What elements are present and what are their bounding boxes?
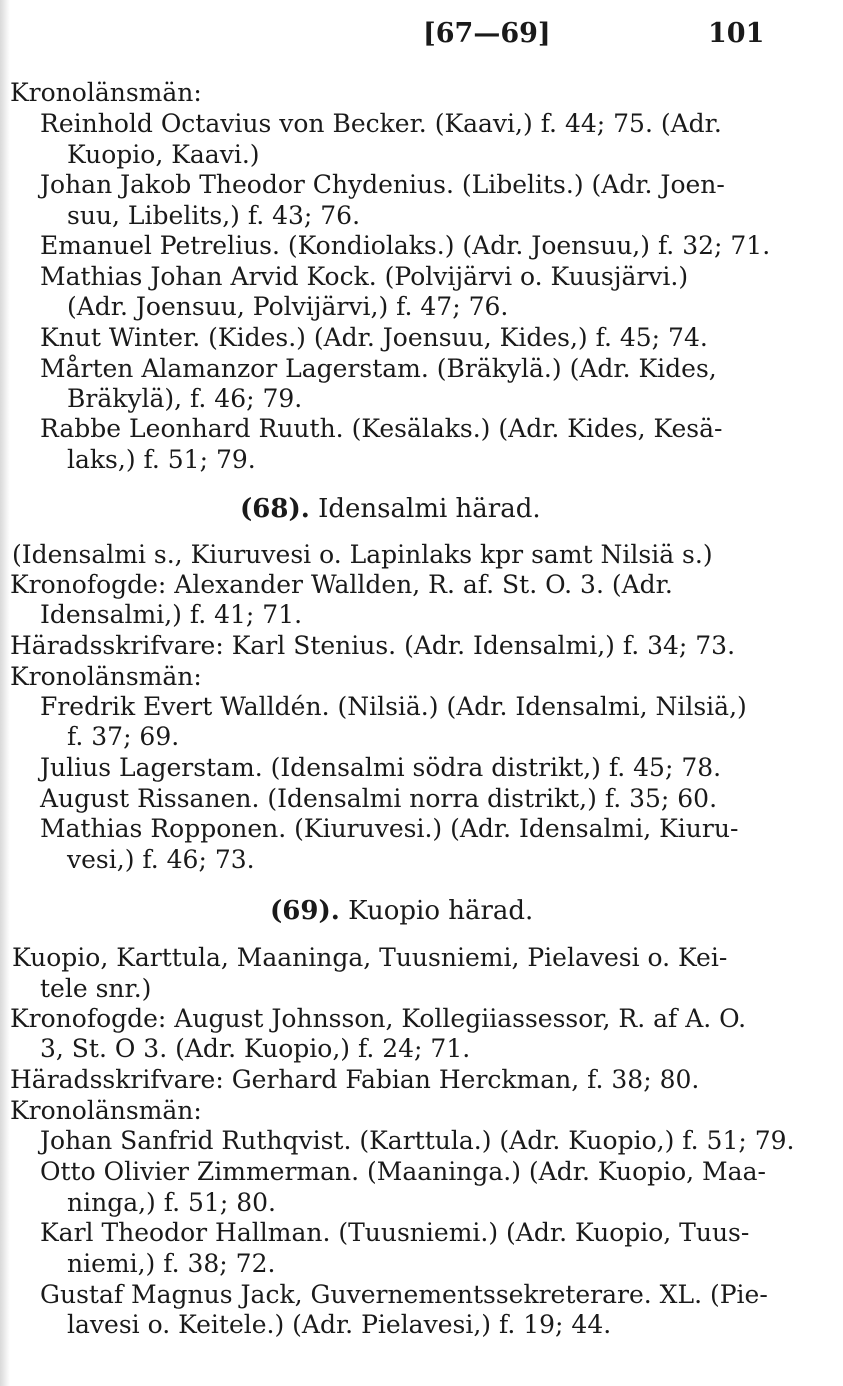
text-line: Mathias Johan Arvid Kock. (Polvijärvi o. Kuusjärvi.) [40, 262, 689, 291]
text-line: Mathias Ropponen. (Kiuruvesi.) (Adr. Idensalmi, Kiuru- [40, 814, 739, 843]
text-line: lavesi o. Keitele.) (Adr. Pielavesi,) f. 19; 44. [67, 1310, 612, 1339]
text-line: Kuopio, Karttula, Maaninga, Tuusniemi, Pielavesi o. Kei- [12, 943, 728, 972]
text-line: ninga,) f. 51; 80. [67, 1188, 276, 1217]
text-line: Johan Jakob Theodor Chydenius. (Libelits.) (Adr. Joen- [40, 170, 725, 199]
text-line: Häradsskrifvare: Gerhard Fabian Herckman, f. 38; 80. [10, 1065, 700, 1094]
text-line: Gustaf Magnus Jack, Guvernementssekreterare. XL. (Pie- [40, 1280, 768, 1309]
page-margin-shadow [0, 0, 10, 1386]
text-line: Kronolänsmän: [10, 1096, 202, 1125]
text-line: Johan Sanfrid Ruthqvist. (Karttula.) (Adr. Kuopio,) f. 51; 79. [40, 1126, 795, 1155]
text-line: Idensalmi,) f. 41; 71. [40, 600, 303, 629]
text-line: (Idensalmi s., Kiuruvesi o. Lapinlaks kpr samt Nilsiä s.) [12, 540, 713, 569]
text-line: 3, St. O 3. (Adr. Kuopio,) f. 24; 71. [40, 1034, 471, 1063]
text-line: Fredrik Evert Walldén. (Nilsiä.) (Adr. Idensalmi, Nilsiä,) [40, 692, 747, 721]
text-line: f. 37; 69. [67, 722, 180, 751]
text-line: Karl Theodor Hallman. (Tuusniemi.) (Adr. Kuopio, Tuus- [40, 1218, 750, 1247]
text-line: Reinhold Octavius von Becker. (Kaavi,) f. 44; 75. (Adr. [40, 109, 722, 138]
section-number: (68). [240, 494, 310, 524]
page-range: [67—69] [423, 18, 551, 49]
text-line: August Rissanen. (Idensalmi norra distrikt,) f. 35; 60. [40, 784, 718, 813]
text-line: vesi,) f. 46; 73. [67, 845, 255, 874]
text-line: Kuopio, Kaavi.) [67, 140, 260, 169]
section-number: (69). [270, 896, 340, 926]
page-number: 101 [708, 18, 765, 49]
text-line: Kronofogde: Alexander Wallden, R. af. St. O. 3. (Adr. [10, 570, 673, 599]
text-line: Julius Lagerstam. (Idensalmi södra distrikt,) f. 45; 78. [40, 753, 722, 782]
text-line: Rabbe Leonhard Ruuth. (Kesälaks.) (Adr. Kides, Kesä- [40, 414, 723, 443]
text-line: laks,) f. 51; 79. [67, 445, 256, 474]
text-line: suu, Libelits,) f. 43; 76. [67, 201, 361, 230]
section-heading-68 [240, 494, 541, 524]
text-line: Bräkylä), f. 46; 79. [67, 384, 303, 413]
text-line: Kronolänsmän: [10, 662, 202, 691]
text-line: tele snr.) [40, 974, 152, 1003]
text-line: Häradsskrifvare: Karl Stenius. (Adr. Idensalmi,) f. 34; 73. [10, 631, 736, 660]
text-line: Emanuel Petrelius. (Kondiolaks.) (Adr. Joensuu,) f. 32; 71. [40, 231, 771, 260]
text-line: Knut Winter. (Kides.) (Adr. Joensuu, Kides,) f. 45; 74. [40, 323, 708, 352]
text-line: niemi,) f. 38; 72. [67, 1249, 276, 1278]
section-heading-69 [270, 896, 533, 926]
section-title: Idensalmi härad. [318, 494, 541, 524]
text-line: Kronolänsmän: [10, 78, 202, 107]
section-title: Kuopio härad. [348, 896, 534, 926]
page-header [0, 18, 843, 58]
text-line: (Adr. Joensuu, Polvijärvi,) f. 47; 76. [67, 292, 509, 321]
text-line: Otto Olivier Zimmerman. (Maaninga.) (Adr. Kuopio, Maa- [40, 1157, 766, 1186]
text-line: Mårten Alamanzor Lagerstam. (Bräkylä.) (Adr. Kides, [40, 354, 717, 383]
text-line: Kronofogde: August Johnsson, Kollegiiassessor, R. af A. O. [10, 1004, 747, 1033]
